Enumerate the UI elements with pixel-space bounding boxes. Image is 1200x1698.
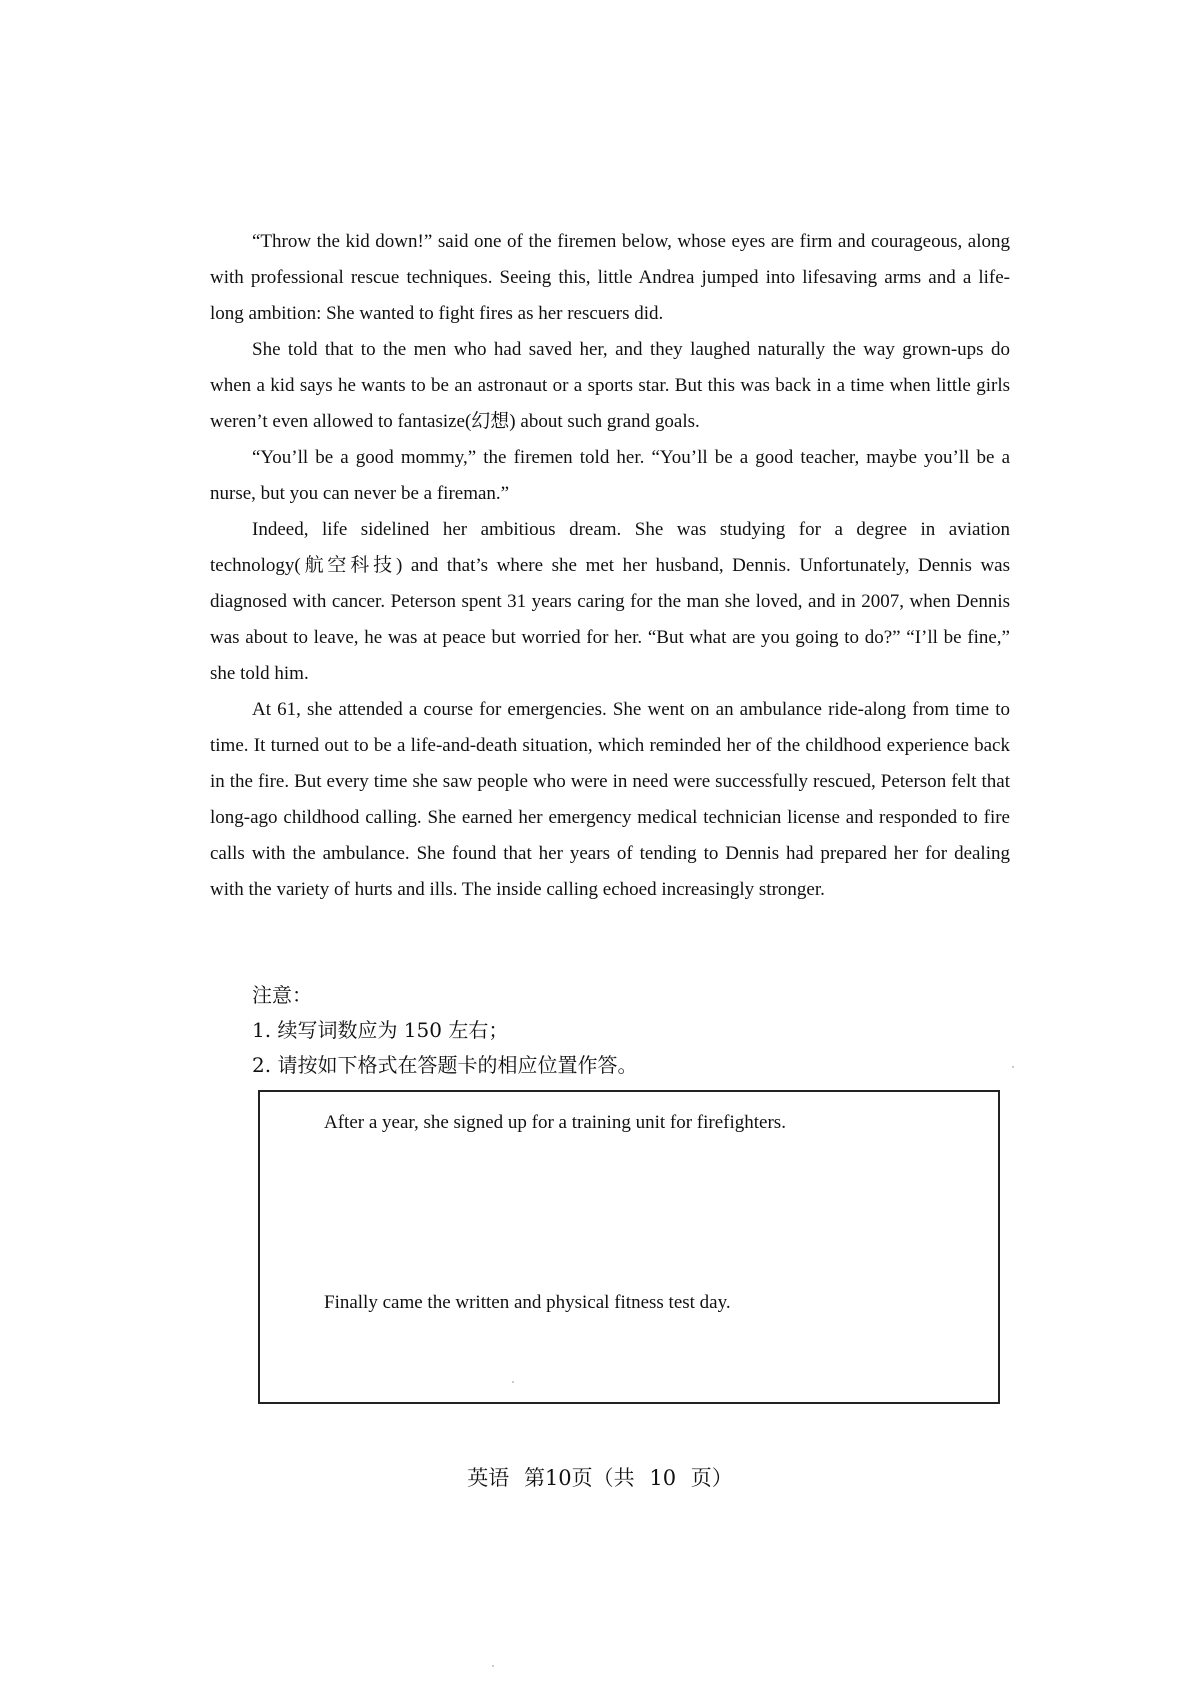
note-item-1: 1. 续写词数应为 150 左右； [252, 1018, 509, 1042]
passage-paragraph-1: “Throw the kid down!” said one of the firemen below, whose eyes are firm and courageous, along with professional rescue techniques. Seeing this, little Andrea jumped into lifesaving arms and a life-long ambition: She wanted to fight fires as her rescuers did. [210, 231, 1010, 324]
answer-box [258, 1090, 1000, 1404]
reading-passage [210, 224, 1010, 908]
instructions-notes [252, 978, 637, 1083]
answer-box-opening-line-1: After a year, she signed up for a training unit for firefighters. [324, 1112, 786, 1133]
passage-paragraph-5: At 61, she attended a course for emergencies. She went on an ambulance ride-along from time to time. It turned out to be a life-and-death situation, which reminded her of the childhood experience back in the fire. But every time she saw people who were in need were successfully rescued, Peterson felt that long-ago childhood calling. She earned her emergency medical technician license and responded to fire calls with the ambulance. She found that her years of tending to Dennis had prepared her for dealing with the variety of hurts and ills. The inside calling echoed increasingly stronger. [210, 699, 1010, 900]
passage-paragraph-3: “You’ll be a good mommy,” the firemen told her. “You’ll be a good teacher, maybe you’ll be a nurse, but you can never be a fireman.” [210, 447, 1010, 504]
passage-paragraph-4: Indeed, life sidelined her ambitious dream. She was studying for a degree in aviation technology(航空科技) and that’s where she met her husband, Dennis. Unfortunately, Dennis was diagnosed with cancer. Peterson spent 31 years caring for the man she loved, and in 2007, when Dennis was about to leave, he was at peace but worried for her. “But what are you going to do?” “I’ll be fine,” she told him. [210, 519, 1010, 684]
notes-heading: 注意： [252, 983, 312, 1007]
answer-box-opening-line-2: Finally came the written and physical fitness test day. [324, 1292, 731, 1313]
scan-speck [512, 1381, 514, 1383]
page-footer: 英语 第10页（共 10 页） [467, 1466, 733, 1490]
passage-paragraph-2: She told that to the men who had saved her, and they laughed naturally the way grown-ups do when a kid says he wants to be an astronaut or a sports star. But this was back in a time when little girls weren’t even allowed to fantasize(幻想) about such grand goals. [210, 339, 1010, 432]
note-item-2: 2. 请按如下格式在答题卡的相应位置作答。 [252, 1053, 638, 1077]
scan-speck [1012, 1066, 1014, 1068]
scan-speck [492, 1665, 494, 1667]
